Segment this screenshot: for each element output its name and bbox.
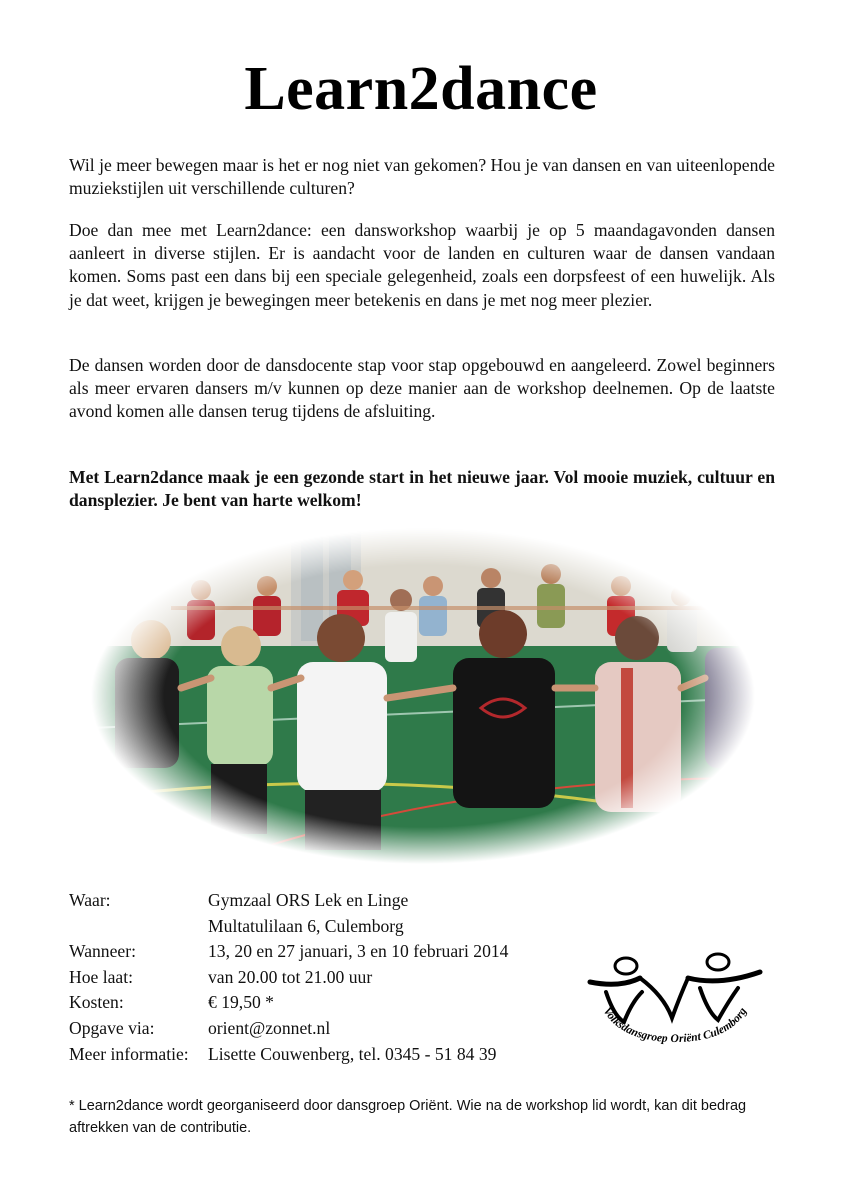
dance-circle-photo xyxy=(91,528,755,865)
detail-row-opgave xyxy=(69,1016,508,1042)
detail-label: Wanneer: xyxy=(69,941,136,962)
detail-value: Multatulilaan 6, Culemborg xyxy=(208,915,404,936)
orient-logo xyxy=(580,948,770,1050)
method-paragraph: De dansen worden door de dansdocente stap voor stap opgebouwd en aangeleerd. Zowel beginners als meer ervaren dansers m/v kunnen op deze manier aan de workshop deelnemen. Op de laatste avond komen alle dansen terug tijdens de afsluiting. xyxy=(69,355,775,422)
detail-label: Waar: xyxy=(69,890,111,910)
detail-row-hoe-laat xyxy=(69,965,508,991)
detail-row-kosten xyxy=(69,990,508,1016)
detail-value: van 20.00 tot 21.00 uur xyxy=(208,966,373,987)
page-title: Learn2dance xyxy=(244,55,598,123)
detail-label: Meer informatie: xyxy=(69,1043,189,1064)
detail-row-wanneer xyxy=(69,939,508,965)
detail-row-address xyxy=(69,914,508,940)
detail-value: 13, 20 en 27 januari, 3 en 10 februari 2014 xyxy=(208,941,509,962)
detail-value: € 19,50 * xyxy=(208,992,274,1013)
email-link[interactable]: orient@zonnet.nl xyxy=(208,1017,331,1038)
footnote: * Learn2dance wordt georganiseerd door dansgroep Oriënt. Wie na de workshop lid wordt, kan dit bedrag aftrekken van de contributie. xyxy=(69,1098,747,1136)
logo-text: Volksdansgroep Oriënt Culemborg xyxy=(600,1005,750,1046)
description-paragraph: Doe dan mee met Learn2dance: een dansworkshop waarbij je op 5 maandagavonden dansen aanleert in diverse stijlen. Er is aandacht voor de landen en culturen waar de dansen vandaan komen. Soms past een dans bij een speciale gelegenheid, zoals een dorpsfeest of een huwelijk. Als je dat weet, krijgen je bewegingen meer betekenis en dans je met nog meer plezier. xyxy=(69,220,775,310)
detail-row-meer-informatie xyxy=(69,1042,508,1068)
detail-label: Kosten: xyxy=(69,992,124,1013)
detail-row-waar xyxy=(69,888,508,914)
detail-label: Opgave via: xyxy=(69,1017,155,1038)
event-details xyxy=(69,888,508,1067)
intro-paragraph: Wil je meer bewegen maar is het er nog niet van gekomen? Hou je van dansen en van uiteenlopende muziekstijlen uit verschillende culturen? xyxy=(69,155,775,199)
detail-value: Gymzaal ORS Lek en Linge xyxy=(208,890,409,910)
detail-value: Lisette Couwenberg, tel. 0345 - 51 84 39 xyxy=(208,1043,497,1064)
detail-label: Hoe laat: xyxy=(69,966,133,987)
welcome-paragraph: Met Learn2dance maak je een gezonde start in het nieuwe jaar. Vol mooie muziek, cultuur en dansplezier. Je bent van harte welkom! xyxy=(69,467,775,511)
